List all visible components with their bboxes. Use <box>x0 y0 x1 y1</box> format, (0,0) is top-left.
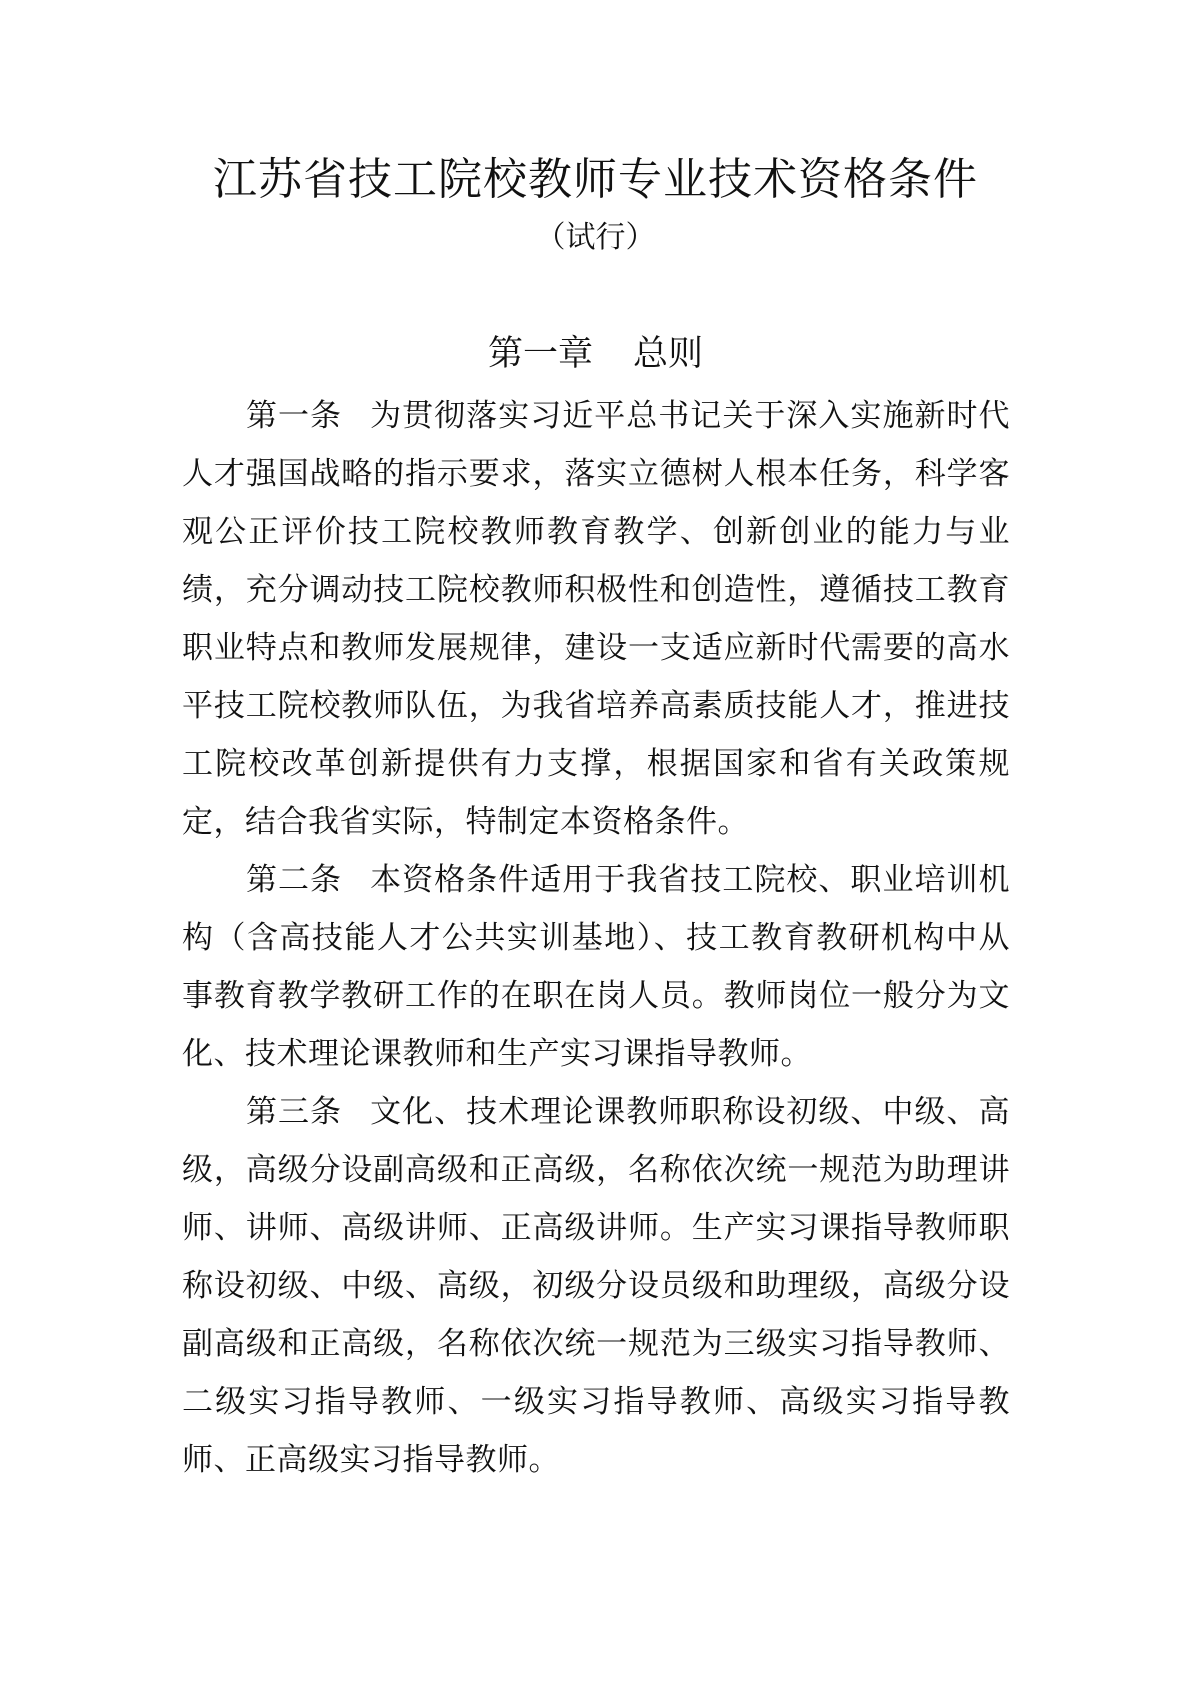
article-2 <box>182 851 1010 1083</box>
document-title: 江苏省技工院校教师专业技术资格条件 <box>213 154 978 205</box>
article-1-text: 为贯彻落实习近平总书记关于深入实施新时代人才强国战略的指示要求，落实立德树人根本任务，科学客观公正评价技工院校教师教育教学、创新创业的能力与业绩，充分调动技工院校教师积极性和创造性，遵循技工教育职业特点和教师发展规律，建设一支适应新时代需要的高水平技工院校教师队伍，为我省培养高素质技能人才，推进技工院校改革创新提供有力支撑，根据国家和省有关政策规定，结合我省实际，特制定本资格条件。 <box>182 398 1011 840</box>
document-subtitle: （试行） <box>535 220 656 255</box>
chapter-heading <box>0 330 1191 378</box>
article-3 <box>182 1083 1010 1489</box>
document-body <box>182 387 1010 1489</box>
chapter-number: 第一章 <box>487 334 593 374</box>
article-3-label: 第三条 <box>246 1094 343 1130</box>
article-1-label: 第一条 <box>246 398 343 434</box>
article-2-label: 第二条 <box>246 862 343 898</box>
article-2-text: 本资格条件适用于我省技工院校、职业培训机构（含高技能人才公共实训基地）、技工教育教研机构中从事教育教学教研工作的在职在岗人员。教师岗位一般分为文化、技术理论课教师和生产实习课指导教师。 <box>182 862 1011 1072</box>
chapter-name: 总则 <box>633 334 704 374</box>
article-1 <box>182 387 1010 851</box>
article-3-text: 文化、技术理论课教师职称设初级、中级、高级，高级分设副高级和正高级，名称依次统一规范为助理讲师、讲师、高级讲师、正高级讲师。生产实习课指导教师职称设初级、中级、高级，初级分设员级和助理级，高级分设副高级和正高级，名称依次统一规范为三级实习指导教师、二级实习指导教师、一级实习指导教师、高级实习指导教师、正高级实习指导教师。 <box>182 1094 1011 1478</box>
